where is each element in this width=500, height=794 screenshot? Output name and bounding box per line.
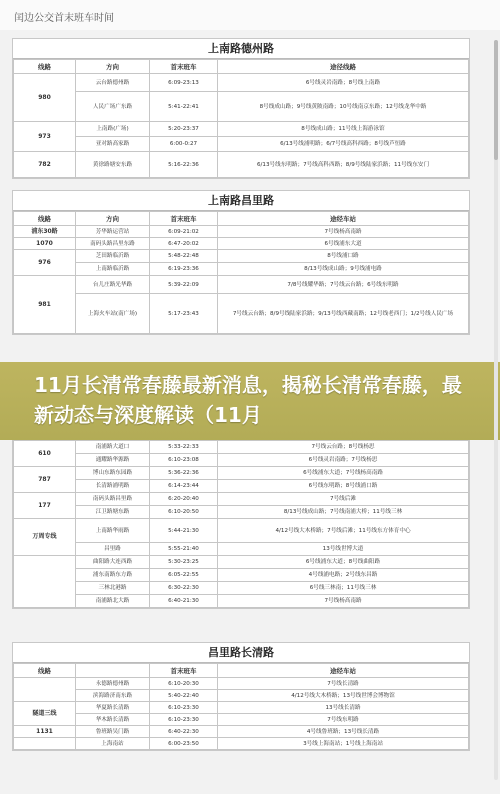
timetable-sheet-3 — [12, 440, 470, 609]
time-cell: 5:48-22:48 — [150, 250, 218, 263]
stations-cell: 8/13号线成山路；7号线南浦大桥；11号线三林 — [218, 506, 469, 519]
direction-cell: 上南路(广场) — [76, 122, 150, 137]
route-cell: 610 — [14, 441, 76, 467]
stations-cell: 7/8号线耀华路；7号线云台路；6号线东明路 — [218, 276, 469, 294]
timetable-sheet-2 — [12, 190, 470, 335]
table-row — [14, 122, 469, 137]
direction-cell: 人民广场广东路 — [76, 92, 150, 122]
stations-cell: 6号线灵岩南路；7号线杨思 — [218, 454, 469, 467]
table-row — [14, 569, 469, 582]
time-cell: 5:41-22:41 — [150, 92, 218, 122]
direction-cell: 南浦路北大路 — [76, 595, 150, 608]
time-cell: 6:30-22:30 — [150, 582, 218, 595]
stations-cell: 7号线后滩 — [218, 493, 469, 506]
table-row — [14, 714, 469, 726]
table-row — [14, 702, 469, 714]
route-cell: 1131 — [14, 726, 76, 738]
stations-cell: 7号线长清路 — [218, 678, 469, 690]
stations-cell: 4号线浦电路；2号线东昌路 — [218, 569, 469, 582]
table-row — [14, 276, 469, 294]
table-row — [14, 92, 469, 122]
stations-cell: 3号线上海南站；1号线上海南站 — [218, 738, 469, 750]
column-header: 首末班车 — [150, 60, 218, 74]
direction-cell: 亚对路高家路 — [76, 137, 150, 152]
timetable-sheet-4 — [12, 642, 470, 751]
direction-cell: 鲁班路吴门路 — [76, 726, 150, 738]
route-cell: 976 — [14, 250, 76, 276]
stations-cell: 13号线长清路 — [218, 702, 469, 714]
headline-text: 11月长清常春藤最新消息，揭秘长清常春藤，最新动态与深度解读（11月 — [34, 373, 462, 427]
direction-cell: 江卫路塘东路 — [76, 506, 150, 519]
column-header: 线路 — [14, 212, 76, 226]
direction-cell: 博山东路东园路 — [76, 467, 150, 480]
direction-cell: 黄徐路塘安东路 — [76, 152, 150, 178]
direction-cell: 上海南站 — [76, 738, 150, 750]
table-row — [14, 678, 469, 690]
direction-cell: 上南路华雨路 — [76, 519, 150, 543]
stations-cell: 4号线鲁班路；13号线长清路 — [218, 726, 469, 738]
stations-cell: 13号线世博大道 — [218, 543, 469, 556]
table-header-row — [14, 212, 469, 226]
time-cell: 6:20-20:40 — [150, 493, 218, 506]
direction-cell: 南码头路昌里东路 — [76, 238, 150, 250]
direction-cell: 曲阳路大连西路 — [76, 556, 150, 569]
column-header: 线路 — [14, 664, 76, 678]
time-cell: 5:44-21:30 — [150, 519, 218, 543]
time-cell: 5:36-22:36 — [150, 467, 218, 480]
route-cell — [14, 678, 76, 702]
stations-cell: 8/13号线成山路；9号线浦电路 — [218, 263, 469, 276]
route-cell: 浦东30路 — [14, 226, 76, 238]
direction-cell: 昌里路 — [76, 543, 150, 556]
time-cell: 6:10-20:50 — [150, 506, 218, 519]
direction-cell: 芳华路运营站 — [76, 226, 150, 238]
direction-cell: 上海火车站(南广场) — [76, 294, 150, 334]
sheet-title: 昌里路长清路 — [13, 643, 469, 663]
direction-cell: 华木路长清路 — [76, 714, 150, 726]
time-cell: 6:40-21:30 — [150, 595, 218, 608]
stations-cell: 4/12号线大木桥路；13号线世博会博物馆 — [218, 690, 469, 702]
document-header — [0, 0, 500, 30]
timetable-table — [13, 59, 469, 178]
direction-cell: 通耀路华源路 — [76, 454, 150, 467]
time-cell: 5:39-22:09 — [150, 276, 218, 294]
table-row — [14, 506, 469, 519]
timetable-table — [13, 663, 469, 750]
time-cell: 5:33-22:33 — [150, 441, 218, 454]
table-row — [14, 556, 469, 569]
table-row — [14, 467, 469, 480]
column-header: 首末班车 — [150, 664, 218, 678]
stations-cell: 4/12号线大木桥路；7号线后滩；11号线东方体育中心 — [218, 519, 469, 543]
timetable-table — [13, 211, 469, 334]
table-row — [14, 454, 469, 467]
stations-cell: 7号线云台路；8号线杨思 — [218, 441, 469, 454]
column-header: 途径线路 — [218, 60, 469, 74]
table-row — [14, 294, 469, 334]
scrollbar-thumb[interactable] — [494, 40, 498, 160]
column-header: 方向 — [76, 60, 150, 74]
table-row — [14, 726, 469, 738]
stations-cell: 8号线成山路；11号线上海游泳馆 — [218, 122, 469, 137]
table-row — [14, 493, 469, 506]
direction-cell: 南浦路大道口 — [76, 441, 150, 454]
route-cell: 787 — [14, 467, 76, 493]
stations-cell: 6号线浦东大道；8号线曲阳路 — [218, 556, 469, 569]
route-cell — [14, 738, 76, 750]
route-cell: 973 — [14, 122, 76, 152]
time-cell: 6:10-23:30 — [150, 714, 218, 726]
direction-cell: 台儿庄路光华路 — [76, 276, 150, 294]
table-row — [14, 238, 469, 250]
column-header: 线路 — [14, 60, 76, 74]
time-cell: 5:20-23:37 — [150, 122, 218, 137]
time-cell: 6:40-22:30 — [150, 726, 218, 738]
table-row — [14, 441, 469, 454]
stations-cell: 6号线浦东大道；7号线杨高南路 — [218, 467, 469, 480]
table-row — [14, 137, 469, 152]
route-cell: 177 — [14, 493, 76, 519]
table-row — [14, 582, 469, 595]
stations-cell: 6号线灵岩南路；8号线上南路 — [218, 74, 469, 92]
route-cell: 隧道三线 — [14, 702, 76, 726]
table-row — [14, 690, 469, 702]
sheet-title: 上南路昌里路 — [13, 191, 469, 211]
direction-cell: 南码头路昌里路 — [76, 493, 150, 506]
table-row — [14, 152, 469, 178]
route-cell: 万周专线 — [14, 519, 76, 556]
stations-cell: 7号线杨高南路 — [218, 226, 469, 238]
table-row — [14, 480, 469, 493]
route-cell: 1070 — [14, 238, 76, 250]
column-header: 首末班车 — [150, 212, 218, 226]
time-cell: 6:09-23:13 — [150, 74, 218, 92]
direction-cell: 上南路临沂路 — [76, 263, 150, 276]
time-cell: 6:10-23:30 — [150, 702, 218, 714]
stations-cell: 6号线东明路；8号线浦口路 — [218, 480, 469, 493]
column-header: 方向 — [76, 212, 150, 226]
table-row — [14, 519, 469, 543]
time-cell: 6:47-20:02 — [150, 238, 218, 250]
table-header-row — [14, 664, 469, 678]
direction-cell: 浦东南路东方路 — [76, 569, 150, 582]
time-cell: 6:05-22:55 — [150, 569, 218, 582]
route-cell: 981 — [14, 276, 76, 334]
table-row — [14, 263, 469, 276]
stations-cell: 7号线云台路；8/9号线陆家浜路；9/13号线西藏南路；12号线老西门；1/2号线人民广场 — [218, 294, 469, 334]
route-cell: 980 — [14, 74, 76, 122]
direction-cell: 长清路浦明路 — [76, 480, 150, 493]
table-header-row — [14, 60, 469, 74]
column-header — [76, 664, 150, 678]
direction-cell: 滨海路济南东路 — [76, 690, 150, 702]
table-row — [14, 74, 469, 92]
time-cell: 6:09-21:02 — [150, 226, 218, 238]
time-cell: 5:16-22:36 — [150, 152, 218, 178]
time-cell: 6:19-23:36 — [150, 263, 218, 276]
table-row — [14, 250, 469, 263]
table-row — [14, 543, 469, 556]
time-cell: 5:17-23:43 — [150, 294, 218, 334]
time-cell: 6:00-23:50 — [150, 738, 218, 750]
time-cell: 6:00-0:27 — [150, 137, 218, 152]
stations-cell: 7号线东明路 — [218, 714, 469, 726]
route-cell: 782 — [14, 152, 76, 178]
stations-cell: 8号线浦口路 — [218, 250, 469, 263]
direction-cell: 芝田路临沂路 — [76, 250, 150, 263]
direction-cell: 云台路德州路 — [76, 74, 150, 92]
time-cell: 5:55-21:40 — [150, 543, 218, 556]
direction-cell: 华夏路长清路 — [76, 702, 150, 714]
time-cell: 6:10-23:08 — [150, 454, 218, 467]
direction-cell: 永德路德州路 — [76, 678, 150, 690]
table-row — [14, 738, 469, 750]
column-header: 途经车站 — [218, 664, 469, 678]
timetable-sheet-1 — [12, 38, 470, 179]
route-cell — [14, 556, 76, 608]
stations-cell: 6/13号线浦明路；6/7号线高科西路；8号线芦恒路 — [218, 137, 469, 152]
sheet-title: 上南路德州路 — [13, 39, 469, 59]
direction-cell: 三林北港路 — [76, 582, 150, 595]
table-row — [14, 226, 469, 238]
stations-cell: 6号线三林南；11号线三林 — [218, 582, 469, 595]
stations-cell: 6/13号线东明路；7号线高科西路；8/9号线陆家浜路；11号线东安门 — [218, 152, 469, 178]
document-title: 闰边公交首末班车时间 — [14, 13, 114, 24]
stations-cell: 6号线浦东大道 — [218, 238, 469, 250]
stations-cell: 8号线成山路；9号线黄陂南路；10号线南京东路；12号线龙华中路 — [218, 92, 469, 122]
table-row — [14, 595, 469, 608]
time-cell: 5:40-22:40 — [150, 690, 218, 702]
column-header: 途经车站 — [218, 212, 469, 226]
timetable-table — [13, 440, 469, 608]
time-cell: 6:14-23:44 — [150, 480, 218, 493]
time-cell: 5:30-23:25 — [150, 556, 218, 569]
stations-cell: 7号线杨高南路 — [218, 595, 469, 608]
headline-banner[interactable] — [0, 362, 500, 440]
time-cell: 6:10-20:30 — [150, 678, 218, 690]
